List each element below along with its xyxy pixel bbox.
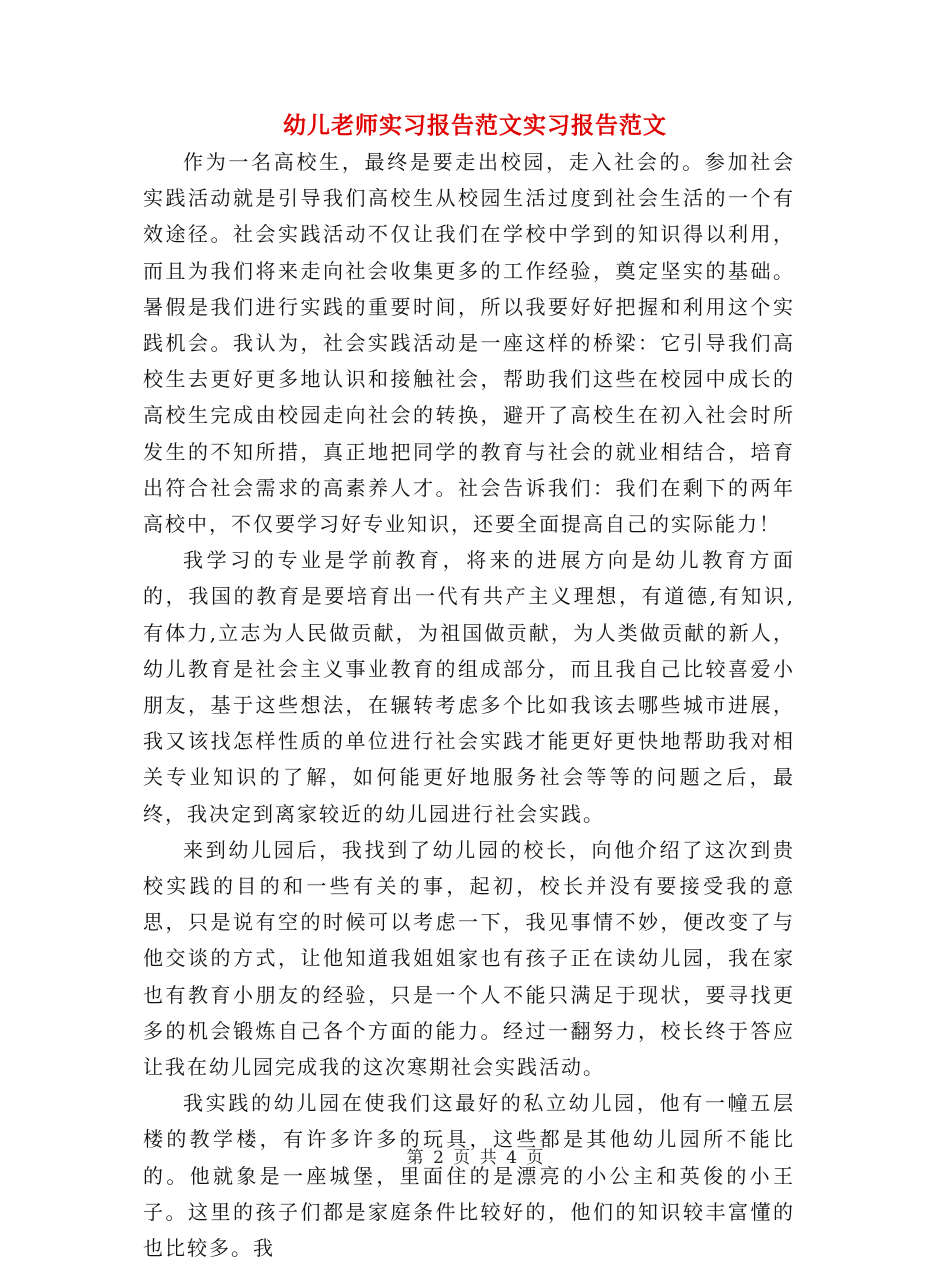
footer-prefix: 第: [406, 1148, 424, 1168]
footer-total-unit: 页: [526, 1148, 544, 1168]
footer-page-number: 2: [433, 1148, 444, 1168]
document-body: [143, 144, 795, 1266]
paragraph-2: 我学习的专业是学前教育，将来的进展方向是幼儿教育方面的，我国的教育是要培育出一代有共产主义理想，有道德,有知识,有体力,立志为人民做贡献，为祖国做贡献，为人类做贡献的新人，幼儿教育是社会主义事业教育的组成部分，而且我自己比较喜爱小朋友，基于这些想法，在辗转考虑多个比如我该去哪些城市进展，我又该找怎样性质的单位进行社会实践才能更好更快地帮助我对相关专业知识的了解，如何能更好地服务社会等等的问题之后，最终，我决定到离家较近的幼儿园进行社会实践。: [143, 548, 795, 826]
document-title: 幼儿老师实习报告范文实习报告范文: [283, 112, 667, 139]
page-footer: [0, 1146, 950, 1170]
footer-total-prefix: 共: [479, 1148, 497, 1168]
footer-total-pages: 4: [506, 1148, 517, 1168]
paragraph-4: 我实践的幼儿园在使我们这最好的私立幼儿园，他有一幢五层楼的教学楼，有许多许多的玩具，这些都是其他幼儿园所不能比的。他就象是一座城堡，里面住的是漂亮的小公主和英俊的小王子。这里的孩子们都是家庭条件比较好的，他们的知识较丰富懂的也比较多。我: [143, 1091, 795, 1261]
footer-page-unit: 页: [453, 1148, 471, 1168]
paragraph-1: 作为一名高校生，最终是要走出校园，走入社会的。参加社会实践活动就是引导我们高校生从校园生活过度到社会生活的一个有效途径。社会实践活动不仅让我们在学校中学到的知识得以利用，而且为我们将来走向社会收集更多的工作经验，奠定坚实的基础。暑假是我们进行实践的重要时间，所以我要好好把握和利用这个实践机会。我认为，社会实践活动是一座这样的桥梁：它引导我们高校生去更好更多地认识和接触社会，帮助我们这些在校园中成长的高校生完成由校园走向社会的转换，避开了高校生在初入社会时所发生的不知所措，真正地把同学的教育与社会的就业相结合，培育出符合社会需求的高素养人才。社会告诉我们：我们在剩下的两年高校中，不仅要学习好专业知识，还要全面提高自己的实际能力！: [143, 150, 795, 537]
paragraph-3: 来到幼儿园后，我找到了幼儿园的校长，向他介绍了这次到贵校实践的目的和一些有关的事，起初，校长并没有要接受我的意思，只是说有空的时候可以考虑一下，我见事情不妙，便改变了与他交谈的方式，让他知道我姐姐家也有孩子正在读幼儿园，我在家也有教育小朋友的经验，只是一个人不能只满足于现状，要寻找更多的机会锻炼自己各个方面的能力。经过一翻努力，校长终于答应让我在幼儿园完成我的这次寒期社会实践活动。: [143, 837, 795, 1080]
